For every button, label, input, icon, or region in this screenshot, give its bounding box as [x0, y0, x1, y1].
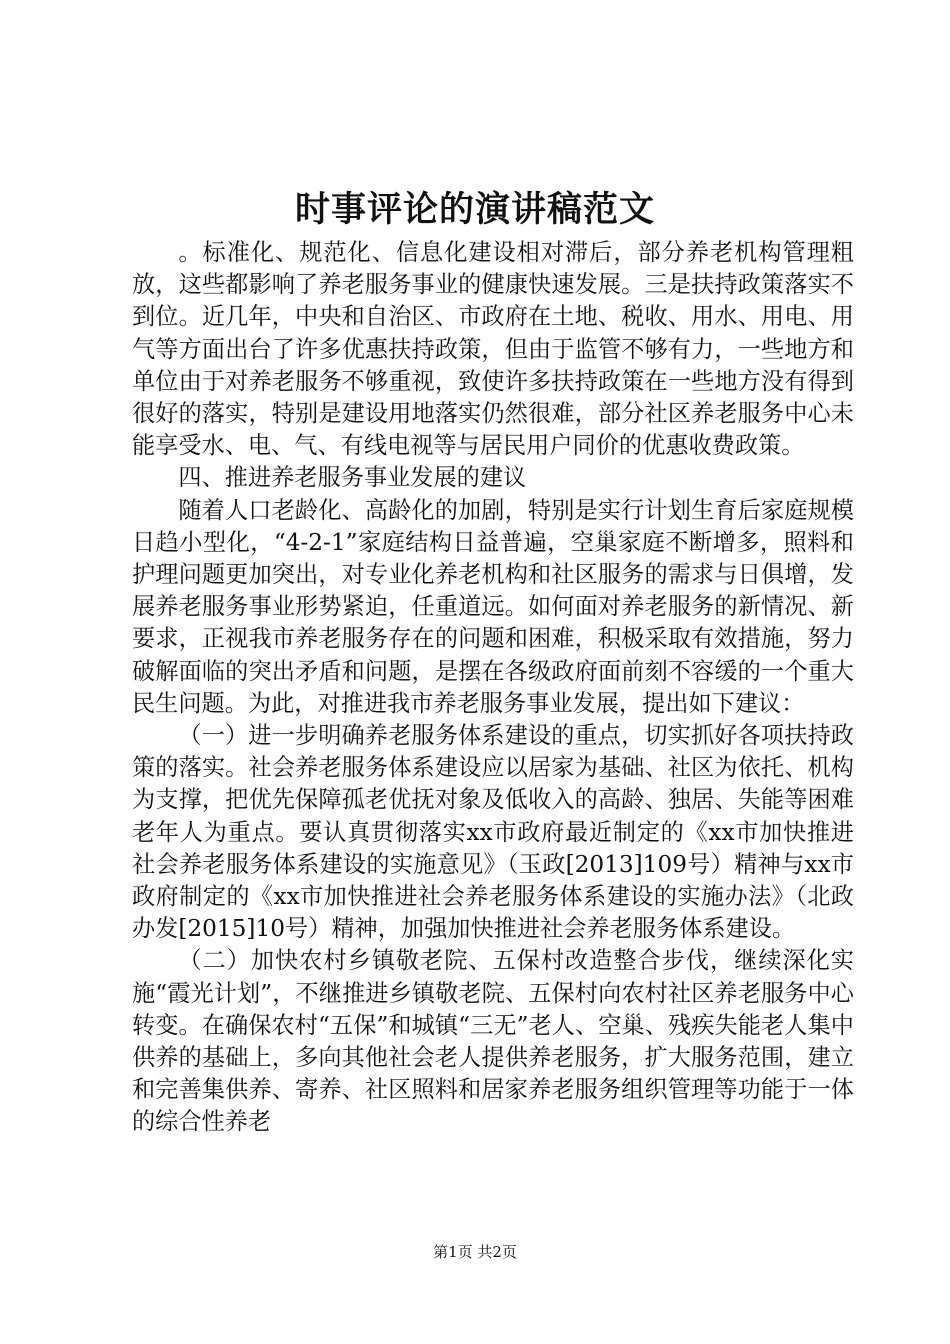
section-heading: 四、推进养老服务事业发展的建议 — [178, 464, 527, 492]
paragraph: （二）加快农村乡镇敬老院、五保村改造整合步伐，继续深化实施“霞光计划”，不继推进乡镇敬老院、五保村向农村社区养老服务中心转变。在确保农村“五保”和城镇“三无”老人、空巢、残疾失能老人集中供养的基础上，多向其他社会老人提供养老服务，扩大服务范围，建立和完善集供养、寄养、社区照料和居家养老服务组织管理等功能于一体的综合性养老 — [132, 947, 854, 1136]
paragraph: 。标准化、规范化、信息化建设相对滞后，部分养老机构管理粗放，这些都影响了养老服务事业的健康快速发展。三是扶持政策落实不到位。近几年，中央和自治区、市政府在土地、税收、用水、用电、用气等方面出台了许多优惠扶持政策，但由于监管不够有力，一些地方和单位由于对养老服务不够重视，致使许多扶持政策在一些地方没有得到很好的落实，特别是建设用地落实仍然很难，部分社区养老服务中心未能享受水、电、气、有线电视等与居民用户同价的优惠收费政策。 — [132, 239, 854, 460]
paragraph: （一）进一步明确养老服务体系建设的重点，切实抓好各项扶持政策的落实。社会养老服务体系建设应以居家为基础、社区为依托、机构为支撑，把优先保障孤老优抚对象及低收入的高龄、独居、失能等困难老年人为重点。要认真贯彻落实xx市政府最近制定的《xx市加快推进社会养老服务体系建设的实施意见》（玉政[2013]109号）精神与xx市政府制定的《xx市加快推进社会养老服务体系建设的实施办法》（北政办发[2015]10号）精神，加强加快推进社会养老服务体系建设。 — [132, 722, 854, 943]
page-footer: 第1页 共2页 — [433, 1243, 517, 1261]
document-title: 时事评论的演讲稿范文 — [294, 189, 655, 230]
document-body — [132, 237, 854, 1139]
paragraph: 随着人口老龄化、高龄化的加剧，特别是实行计划生育后家庭规模日趋小型化，“4-2-1”家庭结构日益普遍，空巢家庭不断增多，照料和护理问题更加突出，对专业化养老机构和社区服务的需求与日俱增，发展养老服务事业形势紧迫，任重道远。如何面对养老服务的新情况、新要求，正视我市养老服务存在的问题和困难，积极采取有效措施，努力破解面临的突出矛盾和问题，是摆在各级政府面前刻不容缓的一个重大民生问题。为此，对推进我市养老服务事业发展，提出如下建议： — [132, 496, 854, 717]
